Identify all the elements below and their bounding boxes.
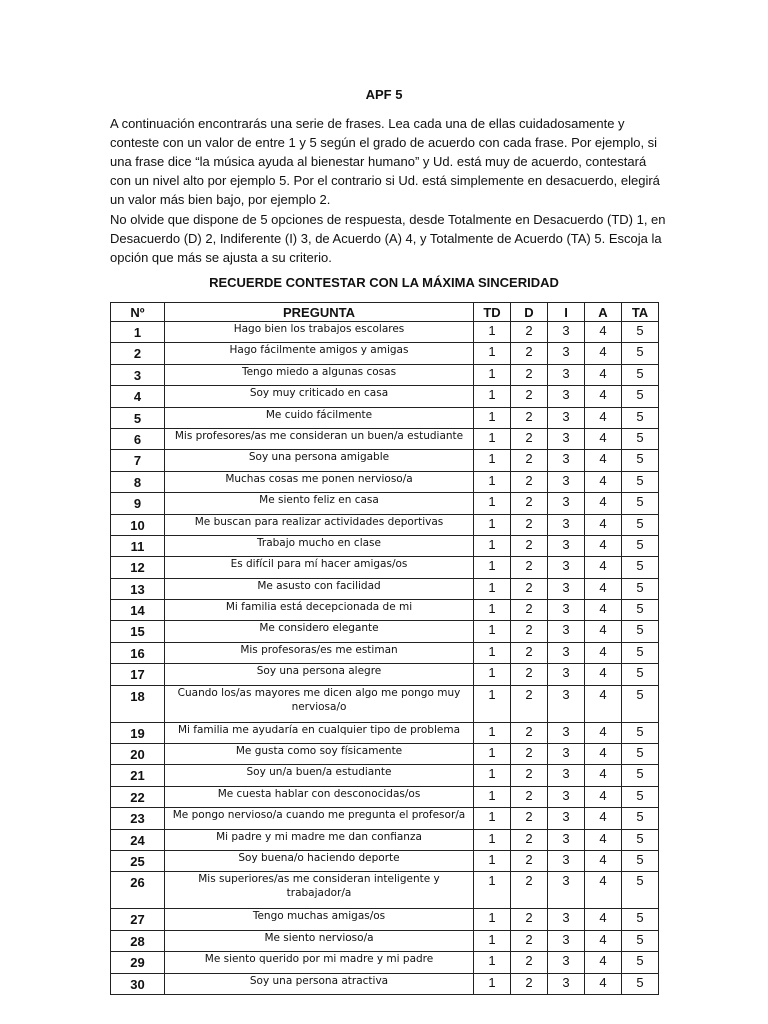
question-number: 5 bbox=[111, 407, 165, 428]
answer-option-ta[interactable]: 5 bbox=[622, 450, 659, 471]
answer-option-td[interactable]: 1 bbox=[474, 850, 511, 871]
question-number: 3 bbox=[111, 364, 165, 385]
table-row bbox=[111, 322, 659, 343]
answer-option-i[interactable]: 3 bbox=[548, 514, 585, 535]
answer-option-ta[interactable]: 5 bbox=[622, 829, 659, 850]
question-number: 25 bbox=[111, 850, 165, 871]
answer-option-i[interactable]: 3 bbox=[548, 722, 585, 743]
question-text: Me siento feliz en casa bbox=[165, 493, 474, 514]
answer-option-a[interactable]: 4 bbox=[585, 909, 622, 930]
table-row bbox=[111, 364, 659, 385]
question-number: 18 bbox=[111, 685, 165, 722]
answer-option-a[interactable]: 4 bbox=[585, 744, 622, 765]
answer-option-d[interactable]: 2 bbox=[511, 765, 548, 786]
answer-option-d[interactable]: 2 bbox=[511, 407, 548, 428]
answer-option-d[interactable]: 2 bbox=[511, 621, 548, 642]
question-text: Mis superiores/as me consideran inteligente y trabajador/a bbox=[165, 872, 474, 909]
answer-option-a[interactable]: 4 bbox=[585, 765, 622, 786]
question-text: Soy muy criticado en casa bbox=[165, 386, 474, 407]
question-text: Soy una persona atractiva bbox=[165, 973, 474, 994]
answer-option-ta[interactable]: 5 bbox=[622, 850, 659, 871]
answer-option-i[interactable]: 3 bbox=[548, 786, 585, 807]
table-row bbox=[111, 386, 659, 407]
answer-option-a[interactable]: 4 bbox=[585, 428, 622, 449]
answer-option-a[interactable]: 4 bbox=[585, 930, 622, 951]
question-text: Me siento querido por mi madre y mi padre bbox=[165, 952, 474, 973]
answer-option-a[interactable]: 4 bbox=[585, 514, 622, 535]
table-row bbox=[111, 744, 659, 765]
question-text: Me siento nervioso/a bbox=[165, 930, 474, 951]
table-row bbox=[111, 450, 659, 471]
question-number: 11 bbox=[111, 535, 165, 556]
answer-option-td[interactable]: 1 bbox=[474, 786, 511, 807]
question-number: 27 bbox=[111, 909, 165, 930]
answer-option-d[interactable]: 2 bbox=[511, 535, 548, 556]
answer-option-a[interactable]: 4 bbox=[585, 471, 622, 492]
answer-option-d[interactable]: 2 bbox=[511, 786, 548, 807]
answer-option-ta[interactable]: 5 bbox=[622, 664, 659, 685]
answer-option-d[interactable]: 2 bbox=[511, 685, 548, 722]
answer-option-td[interactable]: 1 bbox=[474, 428, 511, 449]
column-header-question: PREGUNTA bbox=[165, 303, 474, 322]
answer-option-i[interactable]: 3 bbox=[548, 930, 585, 951]
answer-option-d[interactable]: 2 bbox=[511, 600, 548, 621]
answer-option-ta[interactable]: 5 bbox=[622, 642, 659, 663]
answer-option-td[interactable]: 1 bbox=[474, 808, 511, 829]
answer-option-i[interactable]: 3 bbox=[548, 909, 585, 930]
answer-option-ta[interactable]: 5 bbox=[622, 428, 659, 449]
answer-option-i[interactable]: 3 bbox=[548, 952, 585, 973]
answer-option-a[interactable]: 4 bbox=[585, 493, 622, 514]
answer-option-d[interactable]: 2 bbox=[511, 872, 548, 909]
question-number: 10 bbox=[111, 514, 165, 535]
table-header-row bbox=[111, 303, 659, 322]
answer-option-td[interactable]: 1 bbox=[474, 664, 511, 685]
answer-option-td[interactable]: 1 bbox=[474, 364, 511, 385]
question-number: 15 bbox=[111, 621, 165, 642]
question-number: 13 bbox=[111, 578, 165, 599]
answer-option-d[interactable]: 2 bbox=[511, 471, 548, 492]
answer-option-d[interactable]: 2 bbox=[511, 722, 548, 743]
answer-option-d[interactable]: 2 bbox=[511, 322, 548, 343]
answer-option-a[interactable]: 4 bbox=[585, 973, 622, 994]
question-text: Tengo miedo a algunas cosas bbox=[165, 364, 474, 385]
question-number: 21 bbox=[111, 765, 165, 786]
answer-option-i[interactable]: 3 bbox=[548, 600, 585, 621]
question-text: Hago fácilmente amigos y amigas bbox=[165, 343, 474, 364]
question-text: Hago bien los trabajos escolares bbox=[165, 322, 474, 343]
answer-option-ta[interactable]: 5 bbox=[622, 493, 659, 514]
answer-option-d[interactable]: 2 bbox=[511, 930, 548, 951]
question-number: 6 bbox=[111, 428, 165, 449]
answer-option-ta[interactable]: 5 bbox=[622, 557, 659, 578]
column-header-number: Nº bbox=[111, 303, 165, 322]
answer-option-td[interactable]: 1 bbox=[474, 744, 511, 765]
intro-paragraph-1: A continuación encontrarás una serie de frases. Lea cada una de ellas cuidadosamente y conteste con un valor de entre 1 y 5 según el grado de acuerdo con cada frase. Por ejemplo, si una frase dice “la música ayuda al bienestar humano” y Ud. está muy de acuerdo, contestará con un nivel alto por ejemplo 5. Por el contrario si Ud. está simplemente en desacuerdo, elegirá un valor más bien bajo, por ejemplo 2. bbox=[110, 116, 660, 207]
answer-option-a[interactable]: 4 bbox=[585, 829, 622, 850]
answer-option-td[interactable]: 1 bbox=[474, 642, 511, 663]
answer-option-d[interactable]: 2 bbox=[511, 829, 548, 850]
answer-option-i[interactable]: 3 bbox=[548, 765, 585, 786]
table-row bbox=[111, 872, 659, 909]
answer-option-ta[interactable]: 5 bbox=[622, 786, 659, 807]
answer-option-ta[interactable]: 5 bbox=[622, 722, 659, 743]
answer-option-i[interactable]: 3 bbox=[548, 642, 585, 663]
answer-option-i[interactable]: 3 bbox=[548, 850, 585, 871]
answer-option-i[interactable]: 3 bbox=[548, 471, 585, 492]
question-number: 12 bbox=[111, 557, 165, 578]
question-text: Soy una persona amigable bbox=[165, 450, 474, 471]
answer-option-i[interactable]: 3 bbox=[548, 829, 585, 850]
answer-option-a[interactable]: 4 bbox=[585, 808, 622, 829]
answer-option-i[interactable]: 3 bbox=[548, 872, 585, 909]
answer-option-i[interactable]: 3 bbox=[548, 364, 585, 385]
answer-option-td[interactable]: 1 bbox=[474, 930, 511, 951]
answer-option-ta[interactable]: 5 bbox=[622, 364, 659, 385]
page-title: APF 5 bbox=[365, 87, 403, 102]
answer-option-ta[interactable]: 5 bbox=[622, 872, 659, 909]
column-header-d: D bbox=[511, 303, 548, 322]
answer-option-td[interactable]: 1 bbox=[474, 952, 511, 973]
question-text: Me cuido fácilmente bbox=[165, 407, 474, 428]
table-row bbox=[111, 973, 659, 994]
answer-option-i[interactable]: 3 bbox=[548, 973, 585, 994]
table-row bbox=[111, 600, 659, 621]
column-header-ta: TA bbox=[622, 303, 659, 322]
answer-option-ta[interactable]: 5 bbox=[622, 407, 659, 428]
answer-option-a[interactable]: 4 bbox=[585, 600, 622, 621]
answer-option-td[interactable]: 1 bbox=[474, 600, 511, 621]
answer-option-td[interactable]: 1 bbox=[474, 685, 511, 722]
table-row bbox=[111, 765, 659, 786]
answer-option-a[interactable]: 4 bbox=[585, 364, 622, 385]
answer-option-td[interactable]: 1 bbox=[474, 829, 511, 850]
question-number: 28 bbox=[111, 930, 165, 951]
question-text: Es difícil para mí hacer amigas/os bbox=[165, 557, 474, 578]
answer-option-ta[interactable]: 5 bbox=[622, 621, 659, 642]
column-header-td: TD bbox=[474, 303, 511, 322]
question-text: Trabajo mucho en clase bbox=[165, 535, 474, 556]
answer-option-d[interactable]: 2 bbox=[511, 642, 548, 663]
answer-option-d[interactable]: 2 bbox=[511, 557, 548, 578]
table-row bbox=[111, 786, 659, 807]
answer-option-ta[interactable]: 5 bbox=[622, 973, 659, 994]
table-row bbox=[111, 493, 659, 514]
answer-option-td[interactable]: 1 bbox=[474, 514, 511, 535]
answer-option-i[interactable]: 3 bbox=[548, 621, 585, 642]
answer-option-i[interactable]: 3 bbox=[548, 744, 585, 765]
answer-option-i[interactable]: 3 bbox=[548, 535, 585, 556]
answer-option-i[interactable]: 3 bbox=[548, 685, 585, 722]
answer-option-i[interactable]: 3 bbox=[548, 407, 585, 428]
table-row bbox=[111, 471, 659, 492]
answer-option-ta[interactable]: 5 bbox=[622, 471, 659, 492]
answer-option-d[interactable]: 2 bbox=[511, 386, 548, 407]
answer-option-td[interactable]: 1 bbox=[474, 407, 511, 428]
answer-option-td[interactable]: 1 bbox=[474, 872, 511, 909]
answer-option-a[interactable]: 4 bbox=[585, 621, 622, 642]
answer-option-d[interactable]: 2 bbox=[511, 514, 548, 535]
answer-option-d[interactable]: 2 bbox=[511, 744, 548, 765]
table-row bbox=[111, 909, 659, 930]
answer-option-a[interactable]: 4 bbox=[585, 322, 622, 343]
answer-option-a[interactable]: 4 bbox=[585, 386, 622, 407]
answer-option-ta[interactable]: 5 bbox=[622, 765, 659, 786]
answer-option-td[interactable]: 1 bbox=[474, 471, 511, 492]
answer-option-d[interactable]: 2 bbox=[511, 850, 548, 871]
answer-option-ta[interactable]: 5 bbox=[622, 322, 659, 343]
answer-option-td[interactable]: 1 bbox=[474, 535, 511, 556]
answer-option-ta[interactable]: 5 bbox=[622, 744, 659, 765]
table-row bbox=[111, 850, 659, 871]
answer-option-td[interactable]: 1 bbox=[474, 386, 511, 407]
question-number: 20 bbox=[111, 744, 165, 765]
answer-option-ta[interactable]: 5 bbox=[622, 343, 659, 364]
answer-option-d[interactable]: 2 bbox=[511, 808, 548, 829]
answer-option-td[interactable]: 1 bbox=[474, 557, 511, 578]
answer-option-a[interactable]: 4 bbox=[585, 407, 622, 428]
answer-option-d[interactable]: 2 bbox=[511, 343, 548, 364]
answer-option-i[interactable]: 3 bbox=[548, 808, 585, 829]
intro-paragraph-2: No olvide que dispone de 5 opciones de respuesta, desde Totalmente en Desacuerdo (TD) 1, en Desacuerdo (D) 2, Indiferente (I) 3, de Acuerdo (A) 4, y Totalmente de Acuerdo (TA) 5. Escoja la opción que más se ajusta a su criterio. bbox=[110, 212, 666, 265]
answer-option-a[interactable]: 4 bbox=[585, 850, 622, 871]
table-row bbox=[111, 664, 659, 685]
table-row bbox=[111, 535, 659, 556]
question-number: 17 bbox=[111, 664, 165, 685]
answer-option-ta[interactable]: 5 bbox=[622, 514, 659, 535]
question-text: Me considero elegante bbox=[165, 621, 474, 642]
answer-option-i[interactable]: 3 bbox=[548, 450, 585, 471]
answer-option-d[interactable]: 2 bbox=[511, 428, 548, 449]
question-text: Me buscan para realizar actividades deportivas bbox=[165, 514, 474, 535]
answer-option-ta[interactable]: 5 bbox=[622, 386, 659, 407]
answer-option-td[interactable]: 1 bbox=[474, 765, 511, 786]
table-row bbox=[111, 428, 659, 449]
question-number: 29 bbox=[111, 952, 165, 973]
question-number: 24 bbox=[111, 829, 165, 850]
question-number: 22 bbox=[111, 786, 165, 807]
answer-option-i[interactable]: 3 bbox=[548, 557, 585, 578]
answer-option-d[interactable]: 2 bbox=[511, 450, 548, 471]
answer-option-i[interactable]: 3 bbox=[548, 578, 585, 599]
answer-option-i[interactable]: 3 bbox=[548, 664, 585, 685]
table-row bbox=[111, 514, 659, 535]
answer-option-td[interactable]: 1 bbox=[474, 621, 511, 642]
answer-option-ta[interactable]: 5 bbox=[622, 535, 659, 556]
question-text: Soy una persona alegre bbox=[165, 664, 474, 685]
answer-option-a[interactable]: 4 bbox=[585, 343, 622, 364]
answer-option-ta[interactable]: 5 bbox=[622, 600, 659, 621]
answer-option-d[interactable]: 2 bbox=[511, 364, 548, 385]
table-row bbox=[111, 407, 659, 428]
answer-option-i[interactable]: 3 bbox=[548, 322, 585, 343]
answer-option-i[interactable]: 3 bbox=[548, 343, 585, 364]
question-number: 2 bbox=[111, 343, 165, 364]
table-heading: RECUERDE CONTESTAR CON LA MÁXIMA SINCERIDAD bbox=[209, 275, 559, 290]
table-row bbox=[111, 829, 659, 850]
answer-option-td[interactable]: 1 bbox=[474, 343, 511, 364]
answer-option-a[interactable]: 4 bbox=[585, 578, 622, 599]
answer-option-td[interactable]: 1 bbox=[474, 493, 511, 514]
question-text: Me pongo nervioso/a cuando me pregunta el profesor/a bbox=[165, 808, 474, 829]
answer-option-ta[interactable]: 5 bbox=[622, 808, 659, 829]
question-number: 19 bbox=[111, 722, 165, 743]
question-text: Me cuesta hablar con desconocidas/os bbox=[165, 786, 474, 807]
table-row bbox=[111, 621, 659, 642]
question-text: Mi padre y mi madre me dan confianza bbox=[165, 829, 474, 850]
answer-option-ta[interactable]: 5 bbox=[622, 952, 659, 973]
answer-option-d[interactable]: 2 bbox=[511, 493, 548, 514]
question-text: Tengo muchas amigas/os bbox=[165, 909, 474, 930]
question-text: Mis profesores/as me consideran un buen/a estudiante bbox=[165, 428, 474, 449]
question-text: Mi familia me ayudaría en cualquier tipo de problema bbox=[165, 722, 474, 743]
answer-option-d[interactable]: 2 bbox=[511, 909, 548, 930]
answer-option-d[interactable]: 2 bbox=[511, 973, 548, 994]
answer-option-a[interactable]: 4 bbox=[585, 952, 622, 973]
table-row bbox=[111, 952, 659, 973]
answer-option-i[interactable]: 3 bbox=[548, 493, 585, 514]
question-number: 26 bbox=[111, 872, 165, 909]
answer-option-a[interactable]: 4 bbox=[585, 535, 622, 556]
table-row bbox=[111, 343, 659, 364]
answer-option-a[interactable]: 4 bbox=[585, 685, 622, 722]
answer-option-d[interactable]: 2 bbox=[511, 578, 548, 599]
answer-option-d[interactable]: 2 bbox=[511, 952, 548, 973]
question-text: Cuando los/as mayores me dicen algo me pongo muy nerviosa/o bbox=[165, 685, 474, 722]
answer-option-td[interactable]: 1 bbox=[474, 450, 511, 471]
question-number: 4 bbox=[111, 386, 165, 407]
answer-option-ta[interactable]: 5 bbox=[622, 578, 659, 599]
question-number: 8 bbox=[111, 471, 165, 492]
answer-option-i[interactable]: 3 bbox=[548, 386, 585, 407]
questionnaire-table bbox=[110, 302, 659, 995]
table-row bbox=[111, 930, 659, 951]
answer-option-td[interactable]: 1 bbox=[474, 973, 511, 994]
table-row bbox=[111, 557, 659, 578]
question-text: Soy un/a buen/a estudiante bbox=[165, 765, 474, 786]
table-row bbox=[111, 578, 659, 599]
question-number: 14 bbox=[111, 600, 165, 621]
table-row bbox=[111, 808, 659, 829]
table-row bbox=[111, 685, 659, 722]
answer-option-td[interactable]: 1 bbox=[474, 322, 511, 343]
answer-option-ta[interactable]: 5 bbox=[622, 685, 659, 722]
table-row bbox=[111, 642, 659, 663]
question-text: Me asusto con facilidad bbox=[165, 578, 474, 599]
question-text: Me gusta como soy físicamente bbox=[165, 744, 474, 765]
answer-option-a[interactable]: 4 bbox=[585, 872, 622, 909]
answer-option-a[interactable]: 4 bbox=[585, 664, 622, 685]
question-number: 9 bbox=[111, 493, 165, 514]
question-number: 23 bbox=[111, 808, 165, 829]
question-text: Muchas cosas me ponen nervioso/a bbox=[165, 471, 474, 492]
table-row bbox=[111, 722, 659, 743]
answer-option-td[interactable]: 1 bbox=[474, 722, 511, 743]
column-header-i: I bbox=[548, 303, 585, 322]
answer-option-a[interactable]: 4 bbox=[585, 642, 622, 663]
answer-option-a[interactable]: 4 bbox=[585, 450, 622, 471]
answer-option-a[interactable]: 4 bbox=[585, 557, 622, 578]
question-text: Soy buena/o haciendo deporte bbox=[165, 850, 474, 871]
question-number: 16 bbox=[111, 642, 165, 663]
column-header-a: A bbox=[585, 303, 622, 322]
answer-option-td[interactable]: 1 bbox=[474, 578, 511, 599]
question-text: Mi familia está decepcionada de mi bbox=[165, 600, 474, 621]
answer-option-a[interactable]: 4 bbox=[585, 786, 622, 807]
answer-option-td[interactable]: 1 bbox=[474, 909, 511, 930]
question-number: 1 bbox=[111, 322, 165, 343]
question-number: 30 bbox=[111, 973, 165, 994]
answer-option-d[interactable]: 2 bbox=[511, 664, 548, 685]
answer-option-ta[interactable]: 5 bbox=[622, 909, 659, 930]
question-text: Mis profesoras/es me estiman bbox=[165, 642, 474, 663]
answer-option-a[interactable]: 4 bbox=[585, 722, 622, 743]
question-number: 7 bbox=[111, 450, 165, 471]
answer-option-ta[interactable]: 5 bbox=[622, 930, 659, 951]
answer-option-i[interactable]: 3 bbox=[548, 428, 585, 449]
